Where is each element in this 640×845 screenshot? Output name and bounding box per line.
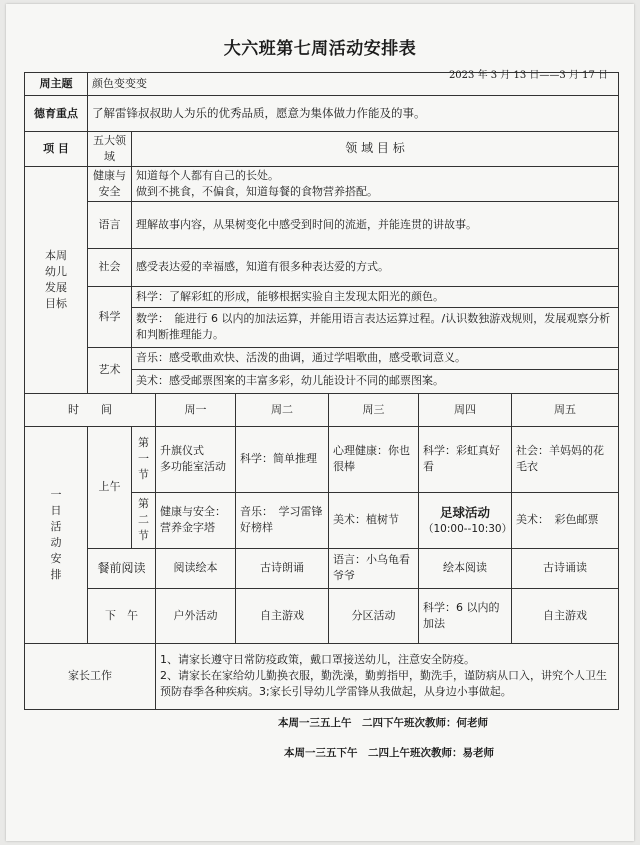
- slot2-tue: 音乐： 学习雷锋好榜样: [236, 492, 329, 548]
- reading-thu: 绘本阅读: [419, 548, 512, 588]
- slot-2-text: 第二节: [138, 497, 149, 543]
- area-goals-header: 领 域 目 标: [132, 132, 619, 167]
- teacher-line-2: 本周一三五下午 二四上午班次教师：易老师: [284, 747, 494, 759]
- slot1-wed: 心理健康：你也很棒: [329, 426, 419, 492]
- parent-note-1: 1、请家长遵守日常防疫政策，戴口罩接送幼儿，注意安全防疫。: [160, 653, 475, 667]
- afternoon-label: 下 午: [88, 588, 156, 643]
- theme-label: 周主题: [25, 73, 88, 96]
- slot1-tue: 科学：简单推理: [236, 426, 329, 492]
- day-thu: 周四: [419, 393, 512, 426]
- slot1-mon-sub: 多功能室活动: [160, 460, 226, 474]
- theme-value: 颜色变变变: [88, 73, 619, 96]
- parent-work-label: 家长工作: [25, 643, 156, 709]
- schedule-table: [24, 72, 619, 710]
- afternoon-wed: 分区活动: [329, 588, 419, 643]
- slot1-thu: 科学：彩虹真好看: [419, 426, 512, 492]
- slot-2-label: [132, 492, 156, 548]
- health-goal-1: 知道每个人都有自己的长处。: [136, 168, 279, 182]
- slot2-mon: 健康与安全：营养金字塔: [156, 492, 236, 548]
- day-fri: 周五: [512, 393, 619, 426]
- reading-fri: 古诗诵读: [512, 548, 619, 588]
- math-goal: 数学： 能进行 6 以内的加法运算，并能用语言表达运算过程。/认识数独游戏规则，发展观察分析和判断推理能力。: [132, 307, 619, 347]
- teacher-line-1: 本周一三五上午 二四下午班次教师：何老师: [278, 717, 488, 729]
- weekly-goals-text: 本周幼儿发展目标: [45, 248, 67, 310]
- day-tue: 周二: [236, 393, 329, 426]
- afternoon-mon: 户外活动: [156, 588, 236, 643]
- afternoon-tue: 自主游戏: [236, 588, 329, 643]
- slot-1-text: 第一节: [138, 436, 149, 482]
- health-goal-2: 做到不挑食，不偏食，知道每餐的食物营养搭配。: [136, 184, 378, 198]
- reading-wed: 语言：小乌龟看爷爷: [329, 548, 419, 588]
- daily-schedule-text: 一日活动安排: [50, 487, 62, 581]
- five-areas-header: 五大领域: [88, 132, 132, 167]
- afternoon-thu: 科学：6 以内的加法: [419, 588, 512, 643]
- slot2-thu-time: （10:00--10:30）: [423, 522, 513, 535]
- music-goal: 音乐：感受歌曲欢快、活泼的曲调，通过学唱歌曲，感受歌词意义。: [132, 347, 619, 369]
- weekly-goals-label: [25, 166, 88, 393]
- slot1-mon: [156, 426, 236, 492]
- day-wed: 周三: [329, 393, 419, 426]
- health-goals: [132, 166, 619, 201]
- project-header: 项 目: [25, 132, 88, 167]
- slot1-fri: 社会：羊妈妈的花毛衣: [512, 426, 619, 492]
- slot2-fri: 美术： 彩色邮票: [512, 492, 619, 548]
- schedule-sheet: [6, 4, 634, 841]
- slot2-thu-main: 足球活动: [439, 504, 490, 520]
- reading-tue: 古诗朗诵: [236, 548, 329, 588]
- moral-value: 了解雷锋叔叔助人为乐的优秀品质，愿意为集体做力作能及的事。: [88, 96, 619, 132]
- area-health: 健康与安全: [88, 166, 132, 201]
- area-social: 社会: [88, 248, 132, 286]
- afternoon-fri: 自主游戏: [512, 588, 619, 643]
- parent-work-notes: [156, 643, 619, 709]
- reading-mon: 阅读绘本: [156, 548, 236, 588]
- morning-label: 上午: [88, 426, 132, 548]
- slot1-mon-main: 升旗仪式: [160, 444, 204, 458]
- parent-note-2: 2、请家长在家给幼儿勤换衣服，勤洗澡，勤剪指甲，勤洗手，谨防病从口入，讲究个人卫生预防春季各种疾病。3;家长引导幼儿学雷锋从我做起，从身边小事做起。: [160, 669, 607, 699]
- daily-schedule-label: [25, 426, 88, 643]
- time-header: 时 间: [25, 393, 156, 426]
- language-goal: 理解故事内容，从果树变化中感受到时间的流逝，并能连贯的讲故事。: [132, 201, 619, 248]
- social-goal: 感受表达爱的幸福感，知道有很多种表达爱的方式。: [132, 248, 619, 286]
- page-title: 大六班第七周活动安排表: [223, 39, 417, 59]
- day-mon: 周一: [156, 393, 236, 426]
- science-goal: 科学：了解彩虹的形成，能够根据实验自主发现太阳光的颜色。: [132, 286, 619, 307]
- art-goal: 美术：感受邮票图案的丰富多彩，幼儿能设计不同的邮票图案。: [132, 369, 619, 393]
- slot-1-label: [132, 426, 156, 492]
- reading-label: 餐前阅读: [88, 548, 156, 588]
- slot2-thu: [419, 492, 512, 548]
- moral-label: 德育重点: [25, 96, 88, 132]
- slot2-wed: 美术：植树节: [329, 492, 419, 548]
- area-science: 科学: [88, 286, 132, 347]
- date-range: 2023 年 3 月 13 日——3 月 17 日: [448, 70, 608, 81]
- area-art: 艺术: [88, 347, 132, 393]
- area-language: 语言: [88, 201, 132, 248]
